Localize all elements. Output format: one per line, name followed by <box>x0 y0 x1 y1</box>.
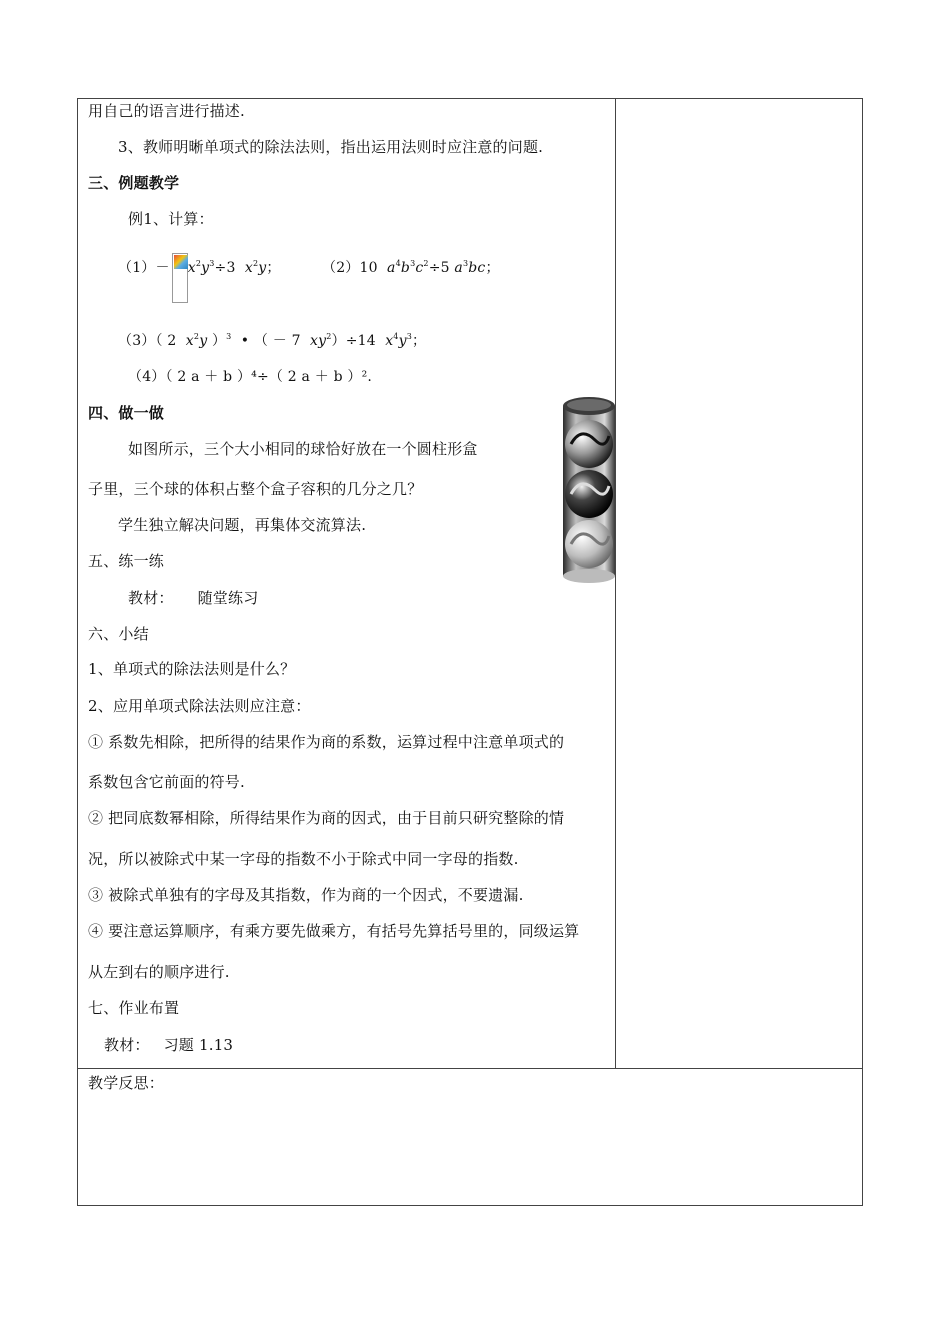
homework-line <box>104 1036 233 1054</box>
section-heading-6: 六、小结 <box>88 625 149 643</box>
note-2-cont: 况，所以被除式中某一字母的指数不小于除式中同一字母的指数. <box>88 850 519 868</box>
reflection-label: 教学反思： <box>88 1074 165 1092</box>
note-1-cont: 系数包含它前面的符号. <box>88 773 245 791</box>
section-heading-3: 三、例题教学 <box>88 174 180 192</box>
text-line: 学生独立解决问题，再集体交流算法. <box>118 516 367 534</box>
homework-value: 习题 1.13 <box>163 1036 234 1054</box>
text-line: 用自己的语言进行描述. <box>88 102 245 120</box>
practice-value: 随堂练习 <box>197 589 259 607</box>
fraction-placeholder <box>172 253 188 303</box>
problem-3: （3）（ 2 $x^2y$ ）$^3$ • （ － 7 $xy^2)\div 14$ $x^4y^3$； <box>118 332 427 349</box>
note-2: ② 把同底数幂相除，所得结果作为商的因式，由于目前只研究整除的情 <box>88 809 565 827</box>
text-line: 3、教师明晰单项式的除法法则，指出运用法则时应注意的问题. <box>118 138 544 156</box>
summary-item: 1、单项式的除法法则是什么？ <box>88 660 296 678</box>
practice-line <box>128 589 258 607</box>
example-label: 例1、计算： <box>128 210 214 228</box>
note-4-cont: 从左到右的顺序进行. <box>88 963 230 981</box>
row-divider <box>77 1068 863 1069</box>
problem-3-divisor: ）÷14 <box>331 333 376 349</box>
cylinder-bottom <box>563 569 615 583</box>
section-heading-5: 五、练一练 <box>88 552 165 570</box>
section-heading-7: 七、作业布置 <box>88 999 180 1017</box>
problem-2-label: （2）10 <box>322 260 378 276</box>
text-line: 子里，三个球的体积占整个盒子容积的几分之几？ <box>88 480 423 498</box>
cylinder-balls-figure <box>561 396 617 584</box>
problem-2-divisor: ÷5 <box>428 260 450 276</box>
problem-2: （2）10 $a^4b^3c^2\div 5$ $a^3bc$； <box>322 259 500 276</box>
practice-label: 教材： <box>128 589 174 607</box>
section-heading-4: 四、做一做 <box>88 404 165 422</box>
problem-4: （4）（ 2 a ＋ b ）⁴÷（ 2 a ＋ b ）². <box>128 369 373 385</box>
fraction-image-icon <box>174 255 188 269</box>
problem-3-mid: • （ － 7 <box>240 333 301 349</box>
note-1: ① 系数先相除，把所得的结果作为商的系数，运算过程中注意单项式的 <box>88 733 565 751</box>
problem-1-label: （1）－ <box>118 260 170 276</box>
note-3: ③ 被除式单独有的字母及其指数，作为商的一个因式，不要遗漏. <box>88 886 524 904</box>
problem-1-divisor: ÷3 <box>214 260 236 276</box>
homework-label: 教材： <box>104 1036 150 1054</box>
summary-item: 2、应用单项式除法法则应注意： <box>88 697 311 715</box>
problem-1: $(1)- x^2y^3\div 3$ $x^2y$； <box>118 259 281 276</box>
note-4: ④ 要注意运算顺序，有乘方要先做乘方，有括号先算括号里的，同级运算 <box>88 922 580 940</box>
problem-3-label: （3）（ 2 <box>118 333 177 349</box>
text-line: 如图所示，三个大小相同的球恰好放在一个圆柱形盒 <box>128 440 478 458</box>
